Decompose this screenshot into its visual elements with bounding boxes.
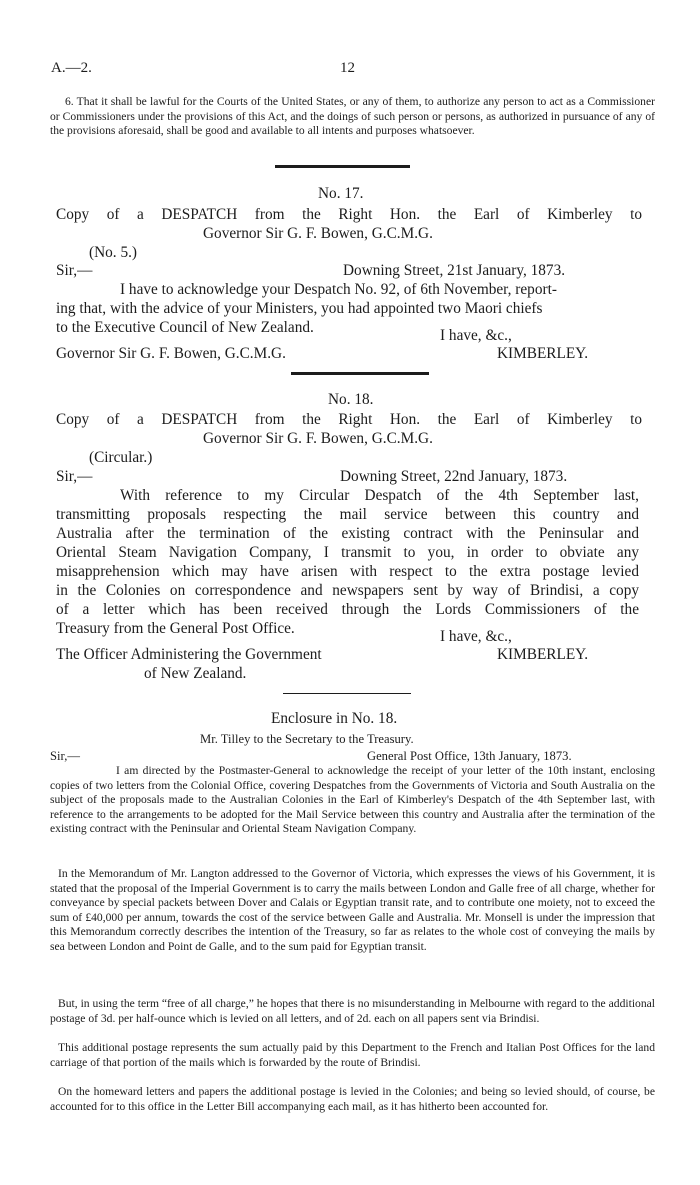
despatch-17-title: Copy of a DESPATCH from the Right Hon. the Earl of Kimberley to [56, 206, 642, 223]
despatch-17-salutation: Sir,— [56, 262, 93, 279]
despatch-17-addressee-heading: Governor Sir G. F. Bowen, G.C.M.G. [203, 225, 433, 242]
despatch-18-body-line: Oriental Steam Navigation Company, I transmit to you, in order to obviate any [56, 544, 639, 561]
despatch-18-body-line: transmitting proposals respecting the mail service between this country and [56, 506, 639, 523]
despatch-17-signature: KIMBERLEY. [497, 345, 589, 362]
despatch-17-closing: I have, &c., [440, 327, 512, 344]
despatch-18-number: No. 18. [328, 391, 374, 408]
despatch-18-body-line: of a letter which has been received through the Lords Commissioners of the [56, 601, 639, 618]
despatch-18-body-line: in the Colonies on correspondence and newspapers sent by way of Brindisi, a copy [56, 582, 639, 599]
despatch-17-body-line: ing that, with the advice of your Ministers, you had appointed two Maori chiefs [56, 300, 543, 317]
despatch-18-body-line: Australia after the termination of the existing contract with the Peninsular and [56, 525, 639, 542]
enclosure-subtitle: Mr. Tilley to the Secretary to the Treasury. [200, 732, 414, 746]
despatch-18-body-line: With reference to my Circular Despatch of the 4th September last, [120, 487, 639, 504]
enclosure-title: Enclosure in No. 18. [271, 710, 398, 727]
document-reference: A.—2. [51, 60, 92, 76]
despatch-17-number: No. 17. [318, 185, 364, 202]
despatch-18-closing: I have, &c., [440, 628, 512, 645]
clause-6: 6. That it shall be lawful for the Courts of the United States, or any of them, to authorize any person to act as a Commissioner or Commissioners under the provisions of this Act, and the doings of such person or persons, as authorized in pursuance of any of the provisions aforesaid, shall be good and available to all intents and purposes whatsoever. [50, 95, 655, 138]
enclosure-paragraph: I am directed by the Postmaster-General to acknowledge the receipt of your letter of the 10th instant, enclosing copies of two letters from the Colonial Office, covering Despatches from the Governments of Victoria and South Australia on the subject of the proposals made to the Australian Colonies in the Earl of Kimberley's Despatch of the 4th September last, with reference to the arrangements to be adopted for the Mail Service between this country and Australia after the termination of the existing contract with the Peninsular and Oriental Steam Navigation Company. [50, 764, 655, 836]
despatch-17-addressee: Governor Sir G. F. Bowen, G.C.M.G. [56, 345, 286, 362]
page-number: 12 [340, 60, 355, 76]
despatch-17-body-line: I have to acknowledge your Despatch No. 92, of 6th November, report- [120, 281, 557, 298]
enclosure-date: General Post Office, 13th January, 1873. [367, 749, 572, 763]
enclosure-salutation: Sir,— [50, 749, 80, 763]
despatch-17-ref: (No. 5.) [89, 244, 138, 261]
despatch-18-ref: (Circular.) [89, 449, 153, 466]
despatch-18-date: Downing Street, 22nd January, 1873. [340, 468, 568, 485]
enclosure-paragraph: In the Memorandum of Mr. Langton addressed to the Governor of Victoria, which expresses the views of his Government, it is stated that the proposal of the Imperial Government is to carry the mails between London and Galle free of all charge, whether for conveyance by special packets between Dover and Calais or Egyptian transit rate, and to contribute one moiety, not to exceed the sum of £40,000 per annum, towards the cost of the service between Galle and Australia. Mr. Monsell is under the impression that this Memorandum correctly describes the intention of the Treasury, so far as relates to the whole cost of conveying the mails by sea between London and Point de Galle, and to the sum paid for Egyptian transit. [50, 867, 655, 953]
despatch-17-date: Downing Street, 21st January, 1873. [343, 262, 566, 279]
enclosure-paragraph: On the homeward letters and papers the additional postage is levied in the Colonies; and being so levied should, of course, be accounted for to this office in the Letter Bill accompanying each mail, as it has hitherto been accounted for. [50, 1085, 655, 1113]
despatch-18-addressee: The Officer Administering the Government [56, 646, 322, 663]
section-rule [275, 165, 410, 168]
despatch-18-addressee-heading: Governor Sir G. F. Bowen, G.C.M.G. [203, 430, 433, 447]
despatch-18-body-line: Treasury from the General Post Office. [56, 620, 295, 637]
despatch-18-title: Copy of a DESPATCH from the Right Hon. the Earl of Kimberley to [56, 411, 642, 428]
despatch-18-body-line: misapprehension which may have arisen with respect to the extra postage levied [56, 563, 639, 580]
section-rule [283, 693, 411, 694]
section-rule [291, 372, 429, 375]
despatch-18-salutation: Sir,— [56, 468, 93, 485]
despatch-18-addressee: of New Zealand. [144, 665, 247, 682]
despatch-17-body-line: to the Executive Council of New Zealand. [56, 319, 314, 336]
enclosure-paragraph: But, in using the term “free of all charge,” he hopes that there is no misunderstanding in Melbourne with regard to the additional postage of 3d. per half-ounce which is levied on all letters, and of 2d. each on all papers sent via Brindisi. [50, 997, 655, 1025]
despatch-18-signature: KIMBERLEY. [497, 646, 589, 663]
enclosure-paragraph: This additional postage represents the sum actually paid by this Department to the French and Italian Post Offices for the land carriage of that portion of the mails which is forwarded by the route of Brindisi. [50, 1041, 655, 1069]
